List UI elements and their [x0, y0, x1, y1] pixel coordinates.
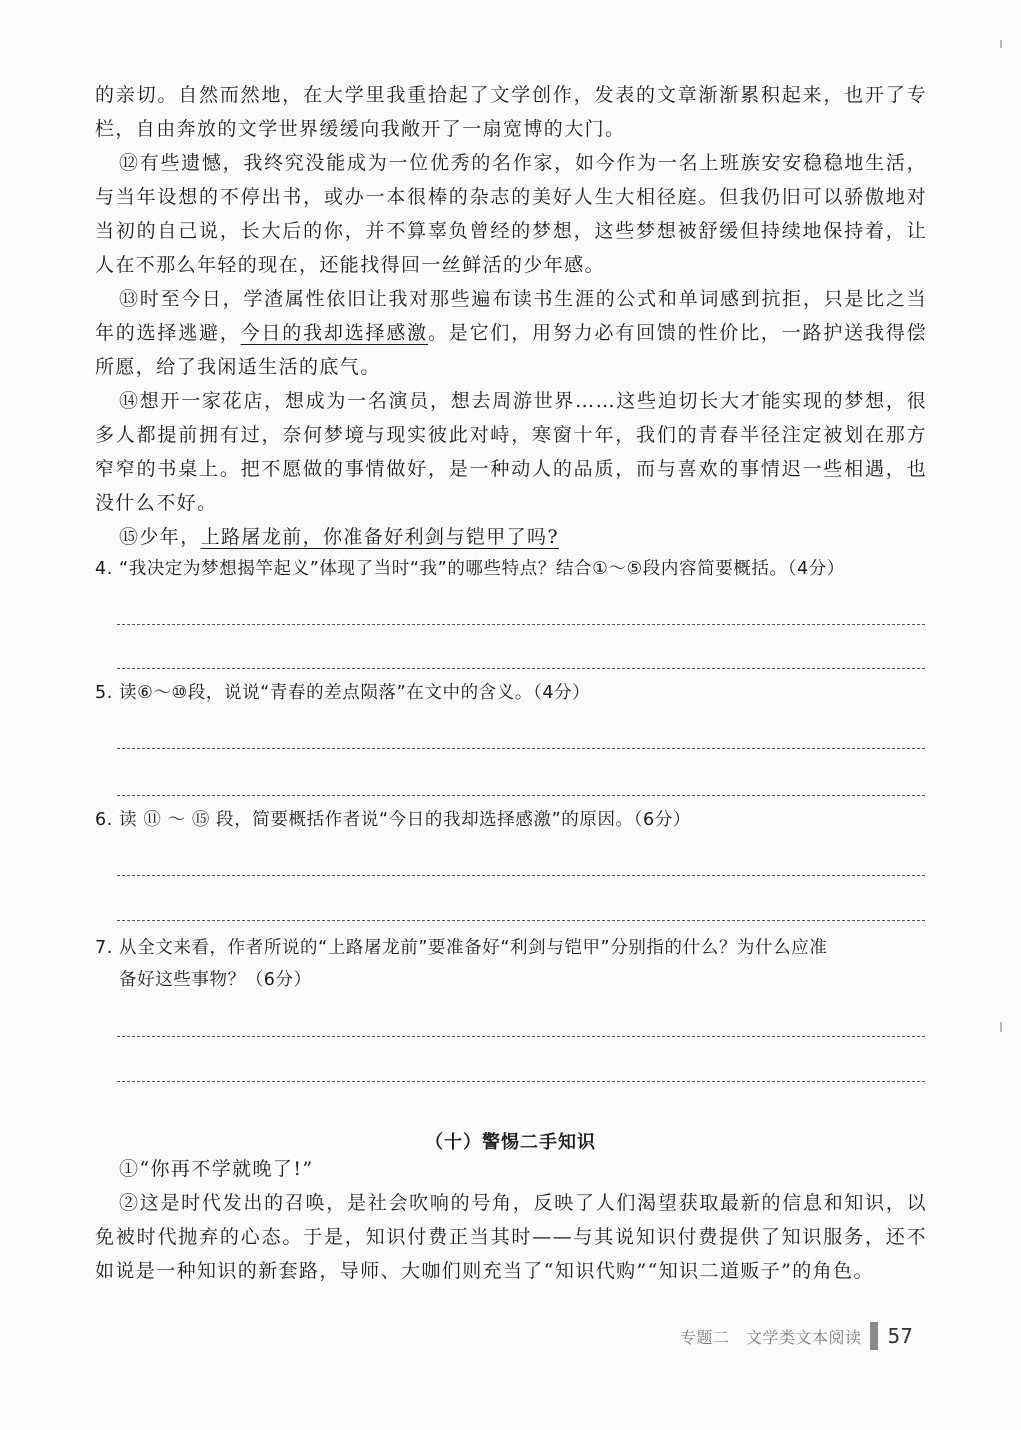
paragraph-12: ⑫有些遗憾，我终究没能成为一位优秀的名作家，如今作为一名上班族安安稳稳地生活，与当年设想的不停出书，或办一本很棒的杂志的美好人生大相径庭。但我仍旧可以骄傲地对当初的自己说，长大后的你，并不算辜负曾经的梦想，这些梦想被舒缓但持续地保持着，让人在不那么年轻的现在，还能找得回一丝鲜活的少年感。	[95, 152, 927, 276]
question-5-text: 5. 读⑥～⑩段，说说“青春的差点陨落”在文中的含义。（4分）	[95, 683, 591, 703]
underlined-phrase-dragon: 上路屠龙前，你准备好利剑与铠甲了吗?	[200, 526, 559, 548]
paragraph-13	[95, 282, 927, 384]
paragraph-15-part-a: ⑮少年，	[119, 526, 201, 548]
paragraph-13-part-a: ⑬时至今日，学渣属性依旧让我对那些遍布读书生涯的公式和单词感到抗拒，只是比之当年的选择逃避，	[95, 288, 927, 344]
question-7	[95, 932, 927, 996]
paragraph-15	[95, 520, 927, 554]
question-6	[95, 804, 927, 836]
paragraph-13-part-b: 。是它们，用努力必有回馈的性价比，一路护送我得偿所愿，给了我闲适生活的底气。	[95, 322, 927, 378]
section-paragraph-2: ②这是时代发出的召唤，是社会吹响的号角，反映了人们渴望获取最新的信息和知识，以免被时代抛弃的心态。于是，知识付费正当其时——与其说知识付费提供了知识服务，还不如说是一种知识的新套路，导师、大咖们则充当了“知识代购”“知识二道贩子”的角色。	[95, 1192, 927, 1282]
paragraph-intro: 的亲切。自然而然地，在大学里我重拾起了文学创作，发表的文章渐渐累积起来，也开了专栏，自由奔放的文学世界缓缓向我敞开了一扇宽博的大门。	[95, 84, 927, 140]
section-paragraph-1: ①“你再不学就晚了!”	[119, 1158, 314, 1180]
answer-line[interactable]	[117, 624, 925, 625]
question-6-text: 6. 读 ⑪ ～ ⑮ 段，简要概括作者说“今日的我却选择感激”的原因。（6分）	[95, 810, 691, 830]
footer-topic-label: 专题二 文学类文本阅读	[680, 1327, 862, 1347]
question-7-line-2: 备好这些事物？（6分）	[119, 970, 312, 990]
paragraph-14: ⑭想开一家花店，想成为一名演员，想去周游世界……这些迫切长大才能实现的梦想，很多人都提前拥有过，奈何梦境与现实彼此对峙，寒窗十年，我们的青春半径注定被划在那方窄窄的书桌上。把不愿做的事情做好，是一种动人的品质，而与喜欢的事情迟一些相遇，也没什么不好。	[95, 390, 927, 514]
answer-line[interactable]	[117, 875, 925, 876]
section-title: （十）警惕二手知识	[425, 1132, 596, 1153]
page-footer	[680, 1318, 913, 1354]
answer-line[interactable]	[117, 1036, 925, 1037]
answer-line[interactable]	[117, 1081, 925, 1082]
scan-speck	[1000, 40, 1002, 48]
answer-line[interactable]	[117, 748, 925, 749]
question-4	[95, 553, 927, 585]
answer-line[interactable]	[117, 795, 925, 796]
question-4-text: 4. “我决定为梦想揭竿起义”体现了当时“我”的哪些特点？结合①～⑤段内容简要概括。（4分）	[95, 559, 845, 579]
answer-line[interactable]	[117, 668, 925, 669]
page-number: 57	[887, 1324, 913, 1348]
scan-speck	[1000, 1022, 1002, 1032]
question-5	[95, 677, 927, 709]
footer-divider-bar	[870, 1322, 878, 1350]
question-7-line-1: 7. 从全文来看，作者所说的“上路屠龙前”要准备好“利剑与铠甲”分别指的什么？为什么应准	[95, 938, 828, 958]
section-passage	[95, 1152, 927, 1288]
underlined-phrase-gratitude: 今日的我却选择感激	[240, 322, 428, 344]
passage-continuation	[95, 78, 927, 554]
answer-line[interactable]	[117, 920, 925, 921]
